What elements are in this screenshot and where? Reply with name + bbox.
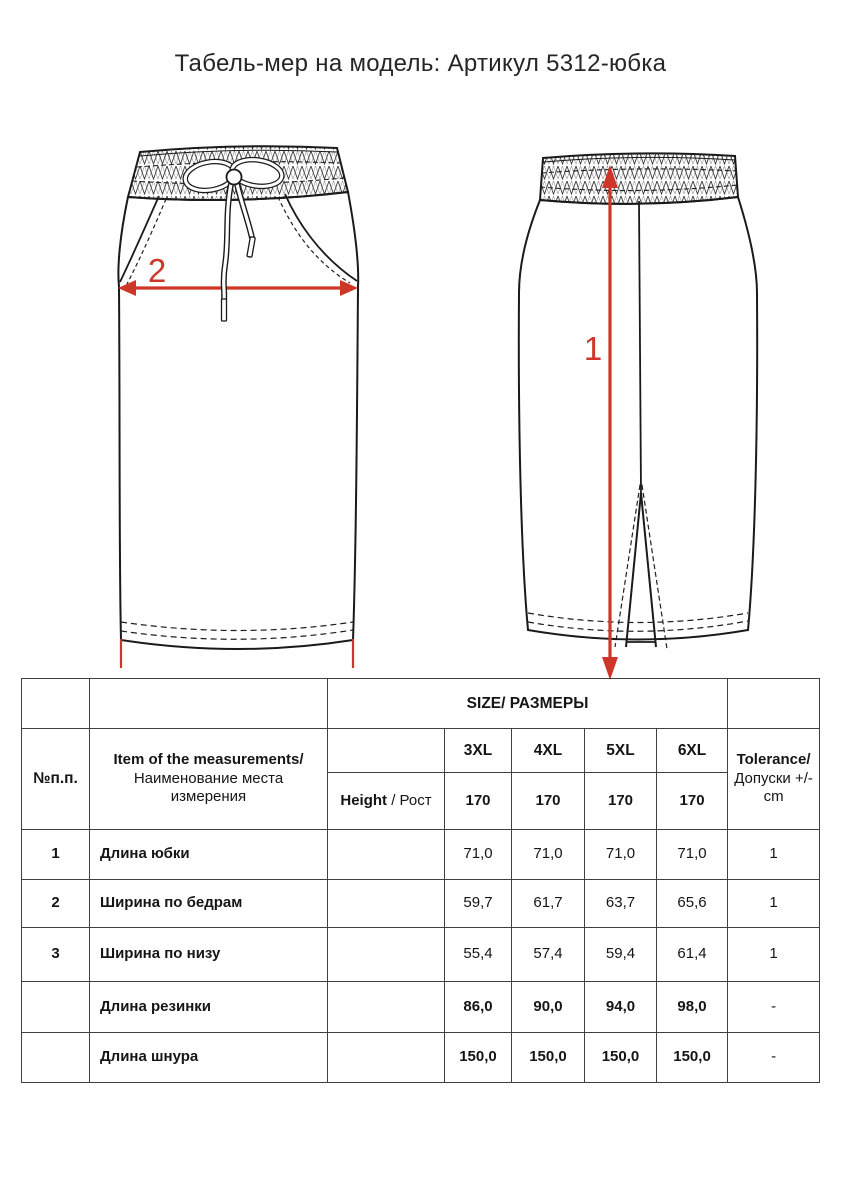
- tolerance-cell: 1: [728, 880, 820, 928]
- back-waistband: [540, 153, 738, 203]
- row-label: Длина резинки: [90, 982, 328, 1033]
- height-spacer-cell: [328, 982, 445, 1033]
- size-cell: 4XL: [512, 729, 585, 773]
- tolerance-cell: -: [728, 1033, 820, 1083]
- height-value-cell: 170: [657, 773, 728, 830]
- value-cell: 94,0: [585, 982, 657, 1033]
- table-row: [22, 1033, 820, 1083]
- height-spacer-cell: [328, 830, 445, 880]
- value-cell: 71,0: [445, 830, 512, 880]
- row-num: 1: [22, 830, 90, 880]
- value-cell: 61,4: [657, 928, 728, 982]
- tolerance-cell: 1: [728, 928, 820, 982]
- height-spacer-cell: [328, 1033, 445, 1083]
- value-cell: 65,6: [657, 880, 728, 928]
- tolerance-cell: -: [728, 982, 820, 1033]
- table-row: [22, 830, 820, 880]
- value-cell: 63,7: [585, 880, 657, 928]
- item-header-cell: [90, 729, 328, 830]
- back-skirt-body: [519, 197, 757, 640]
- height-value-cell: 170: [585, 773, 657, 830]
- size-cell: 5XL: [585, 729, 657, 773]
- table-row-size-header: [22, 679, 820, 729]
- value-cell: 150,0: [657, 1033, 728, 1083]
- row-num: 2: [22, 880, 90, 928]
- value-cell: 61,7: [512, 880, 585, 928]
- row-num: [22, 1033, 90, 1083]
- value-cell: 71,0: [512, 830, 585, 880]
- value-cell: 150,0: [445, 1033, 512, 1083]
- size-cell: 6XL: [657, 729, 728, 773]
- height-label-ru: / Рост: [387, 791, 432, 809]
- row-label: Длина шнура: [90, 1033, 328, 1083]
- value-cell: 71,0: [585, 830, 657, 880]
- height-value-cell: 170: [512, 773, 585, 830]
- item-header-ru: измерения: [170, 788, 247, 806]
- tolerance-unit: cm: [763, 788, 784, 806]
- value-cell: 55,4: [445, 928, 512, 982]
- height-spacer-cell: [328, 729, 445, 773]
- page-title: Табель-мер на модель: Артикул 5312-юбка: [174, 50, 667, 77]
- row-num: 3: [22, 928, 90, 982]
- item-header-ru: Наименование места: [133, 769, 284, 787]
- front-view-drawing: [95, 135, 385, 680]
- tolerance-cell: 1: [728, 830, 820, 880]
- table-row: [22, 928, 820, 982]
- corner-cell: [728, 679, 820, 729]
- item-header-en: Item of the measurements/: [113, 750, 304, 768]
- measurement-label-1: 1: [583, 330, 603, 367]
- height-header-cell: [328, 773, 445, 830]
- row-label: Длина юбки: [90, 830, 328, 880]
- table-row: [22, 880, 820, 928]
- value-cell: 86,0: [445, 982, 512, 1033]
- measurement-table: [21, 678, 820, 1083]
- height-value-cell: 170: [445, 773, 512, 830]
- value-cell: 90,0: [512, 982, 585, 1033]
- tolerance-header-cell: [728, 729, 820, 830]
- height-label-en: Height: [340, 791, 388, 809]
- back-view-drawing: [495, 135, 785, 680]
- num-header-cell: №п.п.: [22, 729, 90, 830]
- tolerance-en: Tolerance/: [736, 750, 811, 768]
- height-spacer-cell: [328, 928, 445, 982]
- table-row-sizes: [22, 729, 820, 773]
- row-label: Ширина по низу: [90, 928, 328, 982]
- value-cell: 59,7: [445, 880, 512, 928]
- height-spacer-cell: [328, 880, 445, 928]
- row-label: Ширина по бедрам: [90, 880, 328, 928]
- size-header-cell: SIZE/ РАЗМЕРЫ: [328, 679, 728, 729]
- table-row: [22, 982, 820, 1033]
- value-cell: 57,4: [512, 928, 585, 982]
- measurement-label-2: 2: [147, 252, 167, 289]
- value-cell: 59,4: [585, 928, 657, 982]
- size-cell: 3XL: [445, 729, 512, 773]
- corner-cell: [90, 679, 328, 729]
- row-num: [22, 982, 90, 1033]
- tolerance-ru: Допуски +/-: [734, 769, 813, 787]
- value-cell: 71,0: [657, 830, 728, 880]
- value-cell: 150,0: [512, 1033, 585, 1083]
- value-cell: 150,0: [585, 1033, 657, 1083]
- value-cell: 98,0: [657, 982, 728, 1033]
- corner-cell: [22, 679, 90, 729]
